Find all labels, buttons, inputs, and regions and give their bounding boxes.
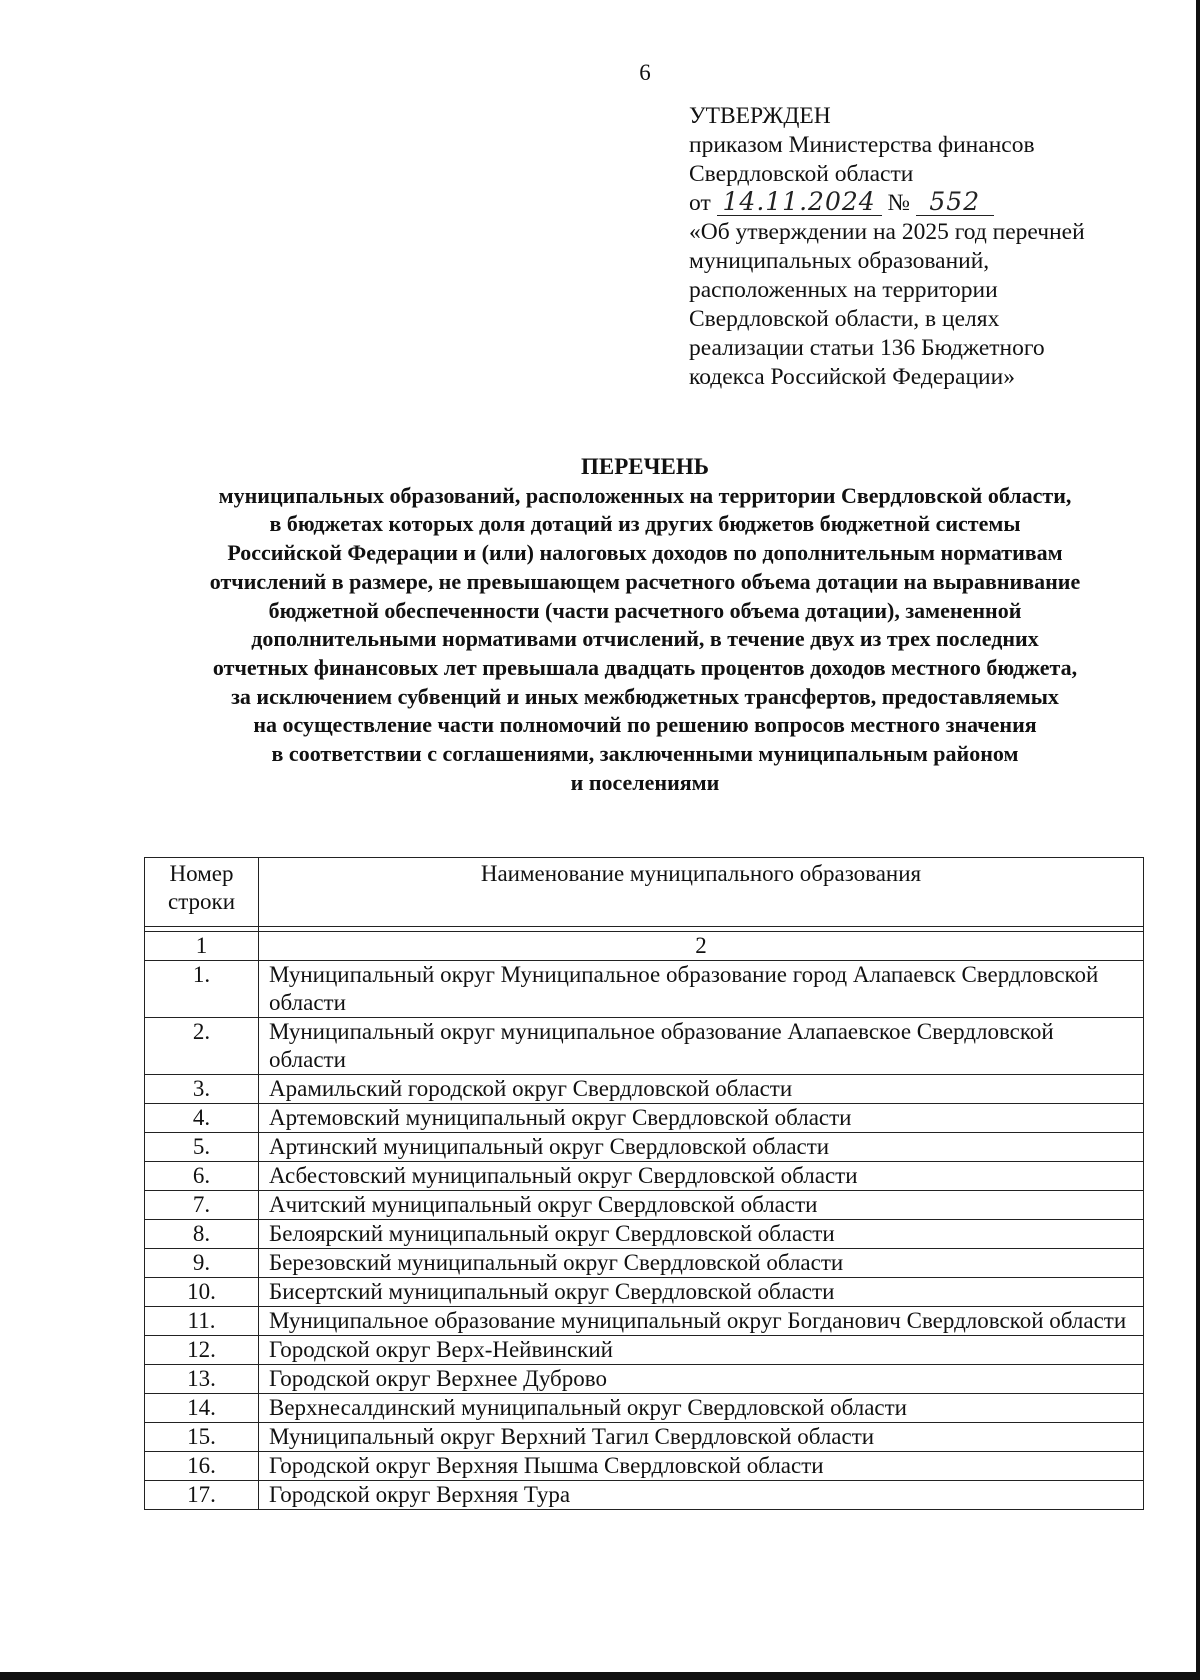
approval-subject-line: кодекса Российской Федерации»	[689, 364, 1015, 390]
title-line: Российской Федерации и (или) налоговых доходов по дополнительным нормативам	[227, 540, 1063, 566]
municipality-name: Муниципальный округ Муниципальное образование город Алапаевск Свердловской области	[259, 961, 1144, 1018]
title-line: за исключением субвенций и иных межбюджетных трансфертов, предоставляемых	[231, 683, 1059, 709]
table-row	[145, 1365, 1144, 1394]
table-row	[145, 1423, 1144, 1452]
approval-line-2: Свердловской области	[689, 161, 914, 187]
approval-line-1: приказом Министерства финансов	[689, 132, 1035, 158]
row-number: 10.	[145, 1278, 259, 1307]
table-body	[145, 961, 1144, 1510]
date-prefix: от	[689, 190, 711, 216]
municipality-name: Артинский муниципальный округ Свердловской области	[259, 1133, 1144, 1162]
table-row	[145, 1307, 1144, 1336]
table-row	[145, 1104, 1144, 1133]
number-sign: №	[887, 190, 910, 216]
page-edge-bottom	[0, 1672, 1200, 1680]
title-line: муниципальных образований, расположенных на территории Свердловской области,	[218, 482, 1072, 508]
title-line: отчислений в размере, не превышающем расчетного объема дотации на выравнивание	[209, 568, 1081, 594]
approval-date-line	[689, 189, 1149, 218]
header-row-number-line-2: строки	[167, 889, 236, 914]
approval-subject-line: муниципальных образований,	[689, 248, 990, 274]
table-row	[145, 1018, 1144, 1075]
title-line: отчетных финансовых лет превышала двадцать процентов доходов местного бюджета,	[212, 654, 1078, 680]
title-line: в бюджетах которых доля дотаций из других бюджетов бюджетной системы	[269, 511, 1021, 537]
column-number-row	[145, 932, 1144, 961]
municipality-name: Муниципальный округ Верхний Тагил Свердловской области	[259, 1423, 1144, 1452]
municipality-name: Арамильский городской округ Свердловской области	[259, 1075, 1144, 1104]
column-number-1: 1	[145, 932, 259, 961]
approval-subject	[689, 218, 1149, 392]
approval-subject-line: «Об утверждении на 2025 год перечней	[689, 219, 1085, 245]
row-number: 17.	[145, 1481, 259, 1510]
header-row-number-line-1: Номер	[169, 861, 234, 886]
header-row-number	[145, 858, 259, 927]
row-number: 4.	[145, 1104, 259, 1133]
row-number: 7.	[145, 1191, 259, 1220]
row-number: 14.	[145, 1394, 259, 1423]
title-line: дополнительными нормативами отчислений, в течение двух из трех последних	[251, 626, 1039, 652]
page-number: 6	[639, 60, 651, 85]
row-number: 13.	[145, 1365, 259, 1394]
row-number: 2.	[145, 1018, 259, 1075]
municipality-name: Городской округ Верхнее Дуброво	[259, 1365, 1144, 1394]
table-row	[145, 1481, 1144, 1510]
table-row	[145, 1394, 1144, 1423]
table-row	[145, 961, 1144, 1018]
table-row	[145, 1452, 1144, 1481]
table-row	[145, 1075, 1144, 1104]
row-number: 9.	[145, 1249, 259, 1278]
municipality-name: Муниципальное образование муниципальный округ Богданович Свердловской области	[259, 1307, 1144, 1336]
municipalities-table	[144, 857, 1144, 1510]
approval-subject-line: расположенных на территории	[689, 277, 998, 303]
title-line: бюджетной обеспеченности (части расчетного объема дотации), замененной	[268, 597, 1022, 623]
row-number: 16.	[145, 1452, 259, 1481]
title-line: в соответствии с соглашениями, заключенными муниципальным районом	[271, 741, 1019, 767]
title-line: и поселениями	[570, 769, 720, 795]
approval-block	[689, 102, 1149, 392]
row-number: 6.	[145, 1162, 259, 1191]
municipality-name: Белоярский муниципальный округ Свердловской области	[259, 1220, 1144, 1249]
document-title	[120, 453, 1170, 797]
table-header-row	[145, 858, 1144, 927]
municipality-name: Асбестовский муниципальный округ Свердловской области	[259, 1162, 1144, 1191]
approval-status: УТВЕРЖДЕН	[689, 103, 831, 129]
table-row	[145, 1278, 1144, 1307]
row-number: 15.	[145, 1423, 259, 1452]
municipality-name: Городской округ Верхняя Пышма Свердловской области	[259, 1452, 1144, 1481]
title-heading: ПЕРЕЧЕНЬ	[581, 454, 709, 479]
municipality-name: Артемовский муниципальный округ Свердловской области	[259, 1104, 1144, 1133]
municipality-name: Верхнесалдинский муниципальный округ Свердловской области	[259, 1394, 1144, 1423]
handwritten-date: 14.11.2024	[717, 189, 882, 216]
handwritten-number: 552	[916, 189, 994, 216]
municipality-name: Городской округ Верхняя Тура	[259, 1481, 1144, 1510]
row-number: 8.	[145, 1220, 259, 1249]
municipality-name: Муниципальный округ муниципальное образование Алапаевское Свердловской области	[259, 1018, 1144, 1075]
row-number: 12.	[145, 1336, 259, 1365]
approval-subject-line: реализации статьи 136 Бюджетного	[689, 335, 1045, 361]
approval-subject-line: Свердловской области, в целях	[689, 306, 1000, 332]
table-row	[145, 1133, 1144, 1162]
municipality-name: Городской округ Верх-Нейвинский	[259, 1336, 1144, 1365]
table-row	[145, 1191, 1144, 1220]
table-row	[145, 1220, 1144, 1249]
municipality-name: Березовский муниципальный округ Свердловской области	[259, 1249, 1144, 1278]
table-row	[145, 1162, 1144, 1191]
column-number-2: 2	[259, 932, 1144, 961]
row-number: 5.	[145, 1133, 259, 1162]
row-number: 11.	[145, 1307, 259, 1336]
title-text	[120, 482, 1170, 798]
title-line: на осуществление части полномочий по решению вопросов местного значения	[253, 712, 1037, 738]
page-edge-right	[1196, 0, 1200, 1680]
table-row	[145, 1336, 1144, 1365]
municipality-name: Бисертский муниципальный округ Свердловской области	[259, 1278, 1144, 1307]
row-number: 3.	[145, 1075, 259, 1104]
header-name: Наименование муниципального образования	[259, 858, 1144, 927]
row-number: 1.	[145, 961, 259, 1018]
municipality-name: Ачитский муниципальный округ Свердловской области	[259, 1191, 1144, 1220]
table-row	[145, 1249, 1144, 1278]
